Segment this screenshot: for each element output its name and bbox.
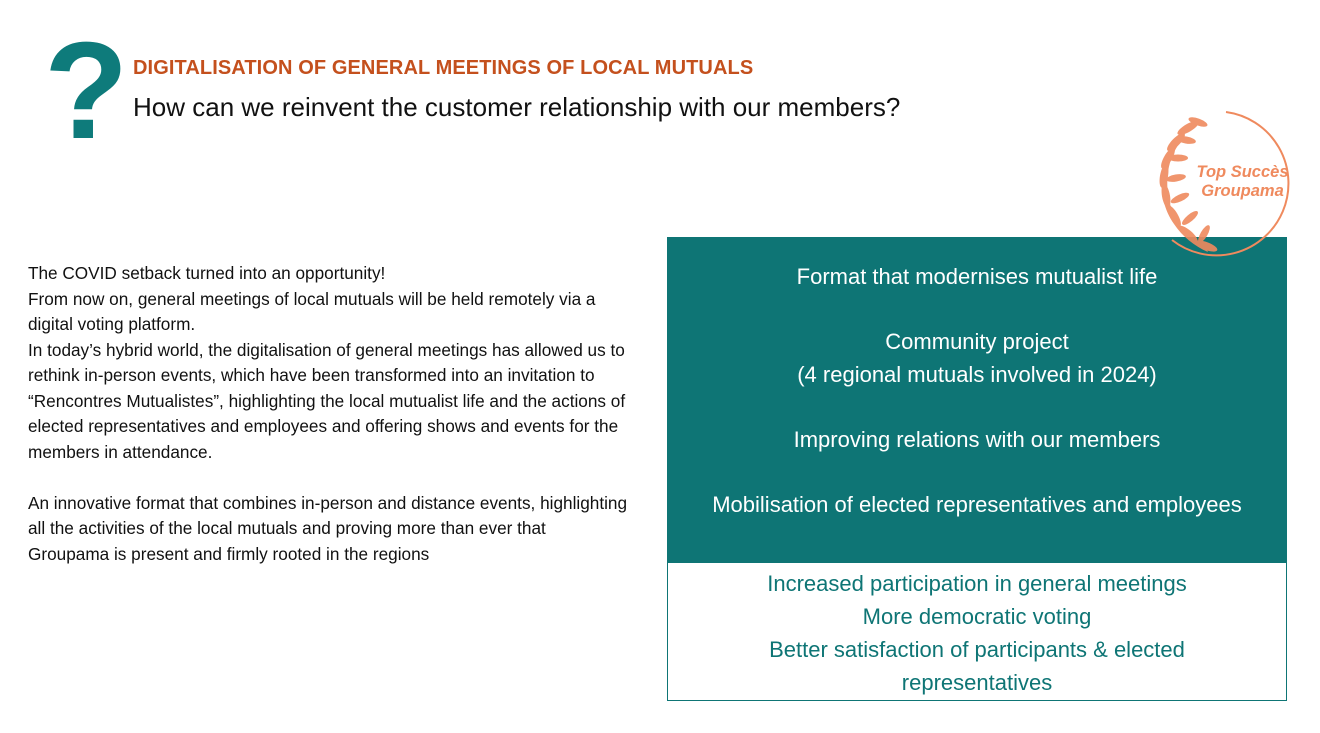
body-text [28, 261, 628, 567]
badge-line: Groupama [1201, 182, 1284, 200]
highlight-item: Mobilisation of elected representatives and employees [712, 492, 1242, 517]
highlight-item-title: Community project [885, 329, 1069, 354]
badge-label [1180, 163, 1305, 201]
badge-line: Top Succès [1196, 163, 1289, 181]
results-panel [667, 563, 1287, 701]
question-mark-icon: ? [44, 14, 129, 168]
body-line: In today’s hybrid world, the digitalisation of general meetings has allowed us to rethink in-person events, which have been transformed into an invitation to “Rencontres Mutualistes”, highlighting the local mutualist life and the actions of elected representatives and employees and offering shows and events for the members in attendance. [28, 339, 626, 462]
page-title: How can we reinvent the customer relationship with our members? [133, 92, 901, 122]
result-line: More democratic voting [862, 604, 1092, 629]
result-line: Increased participation in general meetings [767, 571, 1187, 596]
body-line: From now on, general meetings of local mutuals will be held remotely via a digital voting platform. [28, 288, 596, 334]
highlight-item [667, 325, 1287, 391]
result-line: Better satisfaction of participants & elected representatives [769, 637, 1185, 695]
body-closing: An innovative format that combines in-person and distance events, highlighting all the activities of the local mutuals and proving more than ever that Groupama is present and firmly rooted in the regions [28, 492, 628, 564]
section-kicker: DIGITALISATION OF GENERAL MEETINGS OF LOCAL MUTUALS [133, 57, 754, 79]
body-line: The COVID setback turned into an opportunity! [28, 263, 386, 283]
highlights-panel [667, 237, 1287, 563]
highlight-item: Format that modernises mutualist life [796, 264, 1158, 289]
highlight-item: Improving relations with our members [793, 427, 1161, 452]
highlight-item-subtitle: (4 regional mutuals involved in 2024) [797, 362, 1157, 387]
